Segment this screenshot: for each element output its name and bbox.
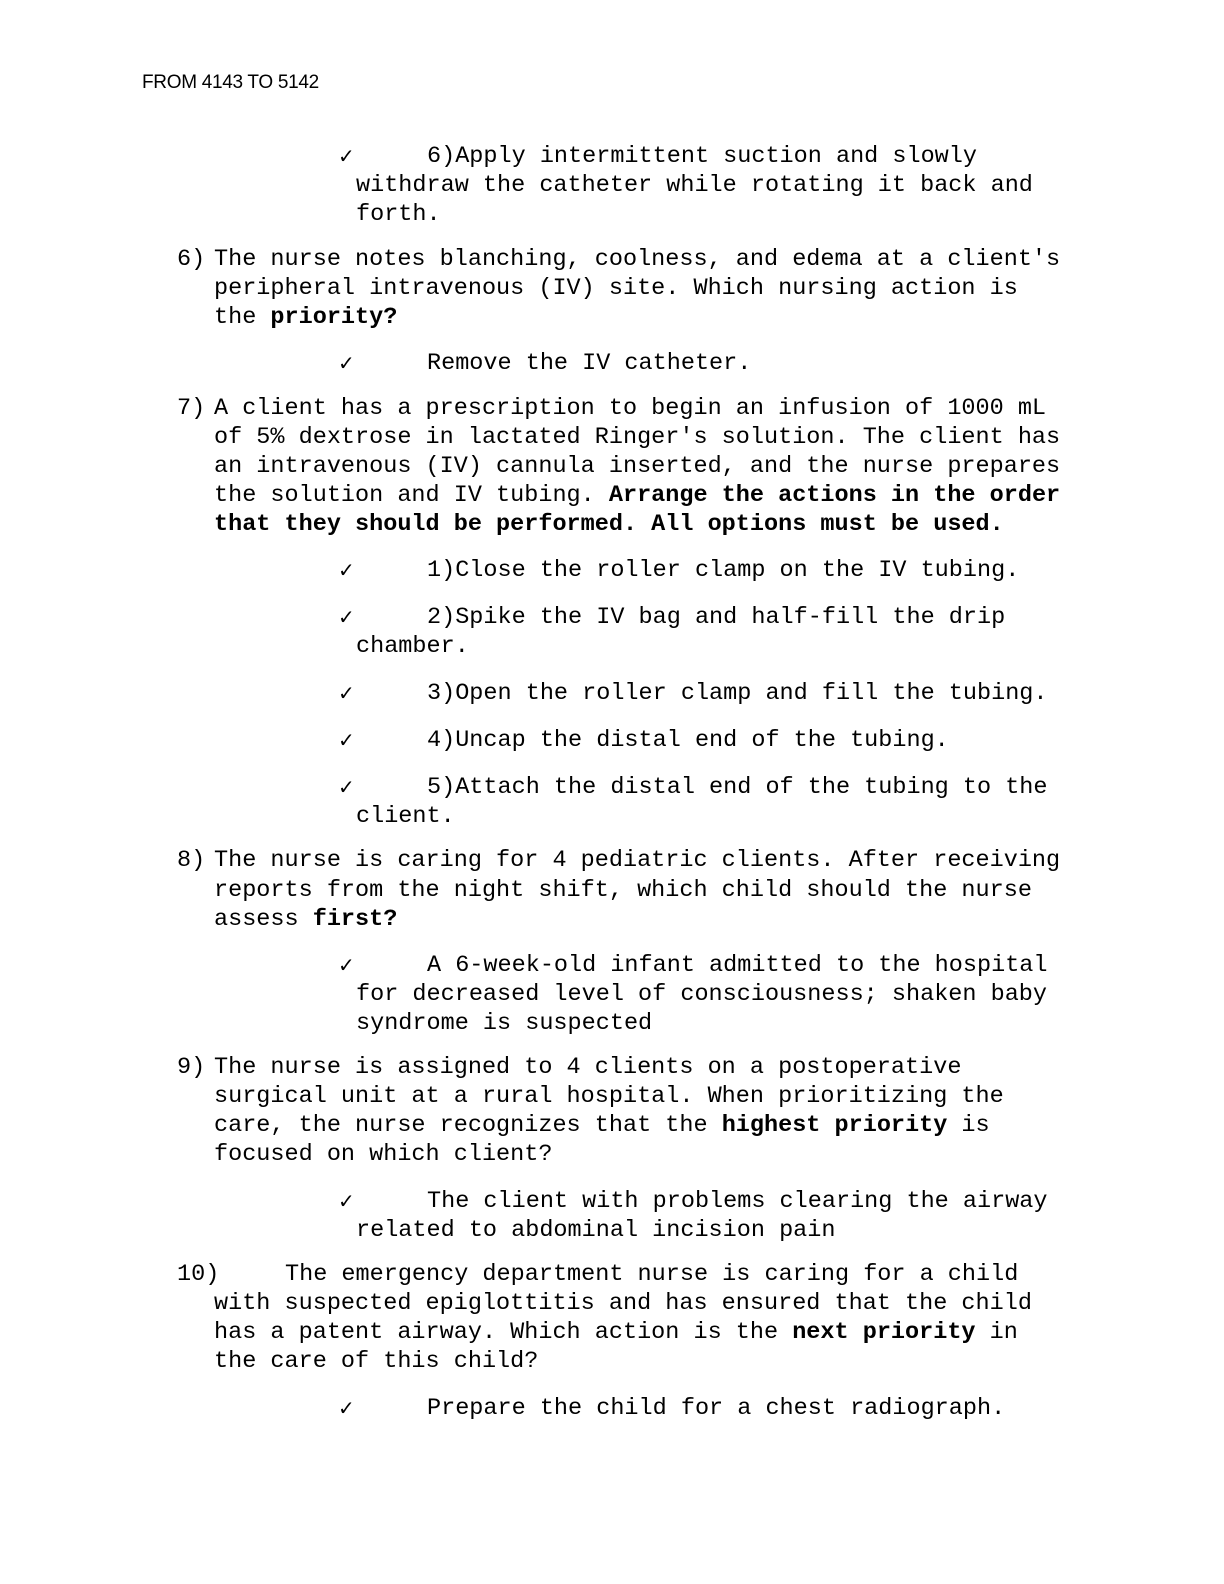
answer-line: related to abdominal incision pain: [356, 1217, 836, 1244]
answer-line: 5)Attach the distal end of the tubing to the: [427, 774, 1048, 801]
question-text: The nurse is assigned to 4 clients on a postoperative: [214, 1054, 962, 1081]
question-number: 7): [177, 395, 206, 422]
answer-line: chamber.: [356, 633, 469, 660]
answer-line: syndrome is suspected: [356, 1010, 653, 1037]
answer-line: 6)Apply intermittent suction and slowly: [427, 143, 977, 170]
answer-line: A 6-week-old infant admitted to the hospital: [427, 952, 1048, 979]
question-text: The emergency department nurse is caring for a child: [285, 1261, 1019, 1288]
question-text: surgical unit at a rural hospital. When prioritizing the: [214, 1083, 1004, 1110]
question-text: focused on which client?: [214, 1141, 553, 1168]
answer-line: 3)Open the roller clamp and fill the tubing.: [427, 680, 1048, 707]
answer-line: 4)Uncap the distal end of the tubing.: [427, 727, 949, 754]
question-number: 6): [177, 246, 206, 273]
question-number: 9): [177, 1054, 206, 1081]
question-number: 10): [177, 1261, 220, 1288]
question-text: A client has a prescription to begin an infusion of 1000 mL: [214, 395, 1047, 422]
answer-line: forth.: [356, 201, 441, 228]
answer-line: for decreased level of consciousness; shaken baby: [356, 981, 1048, 1008]
check-icon: ✓: [338, 144, 355, 168]
check-icon: ✓: [338, 953, 355, 977]
check-icon: ✓: [338, 1189, 355, 1213]
emphasis: Arrange the actions in the order: [608, 482, 1061, 509]
question-text: The nurse is caring for 4 pediatric clients. After receiving: [214, 847, 1061, 874]
question-text: with suspected epiglottitis and has ensured that the child: [214, 1290, 1032, 1317]
question-text: of 5% dextrose in lactated Ringer's solution. The client has: [214, 424, 1061, 451]
check-icon: ✓: [338, 558, 355, 582]
emphasis: next priority: [792, 1319, 976, 1346]
emphasis: first?: [312, 906, 398, 933]
question-text: reports from the night shift, which child should the nurse: [214, 877, 1032, 904]
question-text: the solution and IV tubing. Arrange the actions in the order: [214, 482, 1061, 509]
question-text: care, the nurse recognizes that the highest priority is: [214, 1112, 990, 1139]
check-icon: ✓: [338, 605, 355, 629]
emphasis: highest priority: [721, 1112, 948, 1139]
question-text: has a patent airway. Which action is the next priority in: [214, 1319, 1018, 1346]
answer-line: client.: [356, 803, 455, 830]
question-text: the care of this child?: [214, 1348, 539, 1375]
question-number: 8): [177, 847, 206, 874]
check-icon: ✓: [338, 681, 355, 705]
question-text: assess first?: [214, 906, 398, 933]
emphasis: priority?: [270, 304, 398, 331]
question-text: the priority?: [214, 304, 398, 331]
question-text: that they should be performed. All options must be used.: [214, 511, 1004, 538]
check-icon: ✓: [338, 1396, 355, 1420]
check-icon: ✓: [338, 728, 355, 752]
answer-line: The client with problems clearing the airway: [427, 1188, 1048, 1215]
check-icon: ✓: [338, 775, 355, 799]
page-header: FROM 4143 TO 5142: [142, 72, 319, 93]
question-text: peripheral intravenous (IV) site. Which nursing action is: [214, 275, 1018, 302]
answer-line: 1)Close the roller clamp on the IV tubing.: [427, 557, 1020, 584]
answer-line: Remove the IV catheter.: [427, 350, 752, 377]
answer-line: Prepare the child for a chest radiograph.: [427, 1395, 1006, 1422]
check-icon: ✓: [338, 351, 355, 375]
question-text: The nurse notes blanching, coolness, and edema at a client's: [214, 246, 1061, 273]
question-text: an intravenous (IV) cannula inserted, and the nurse prepares: [214, 453, 1061, 480]
answer-line: withdraw the catheter while rotating it back and: [356, 172, 1033, 199]
answer-line: 2)Spike the IV bag and half-fill the drip: [427, 604, 1006, 631]
